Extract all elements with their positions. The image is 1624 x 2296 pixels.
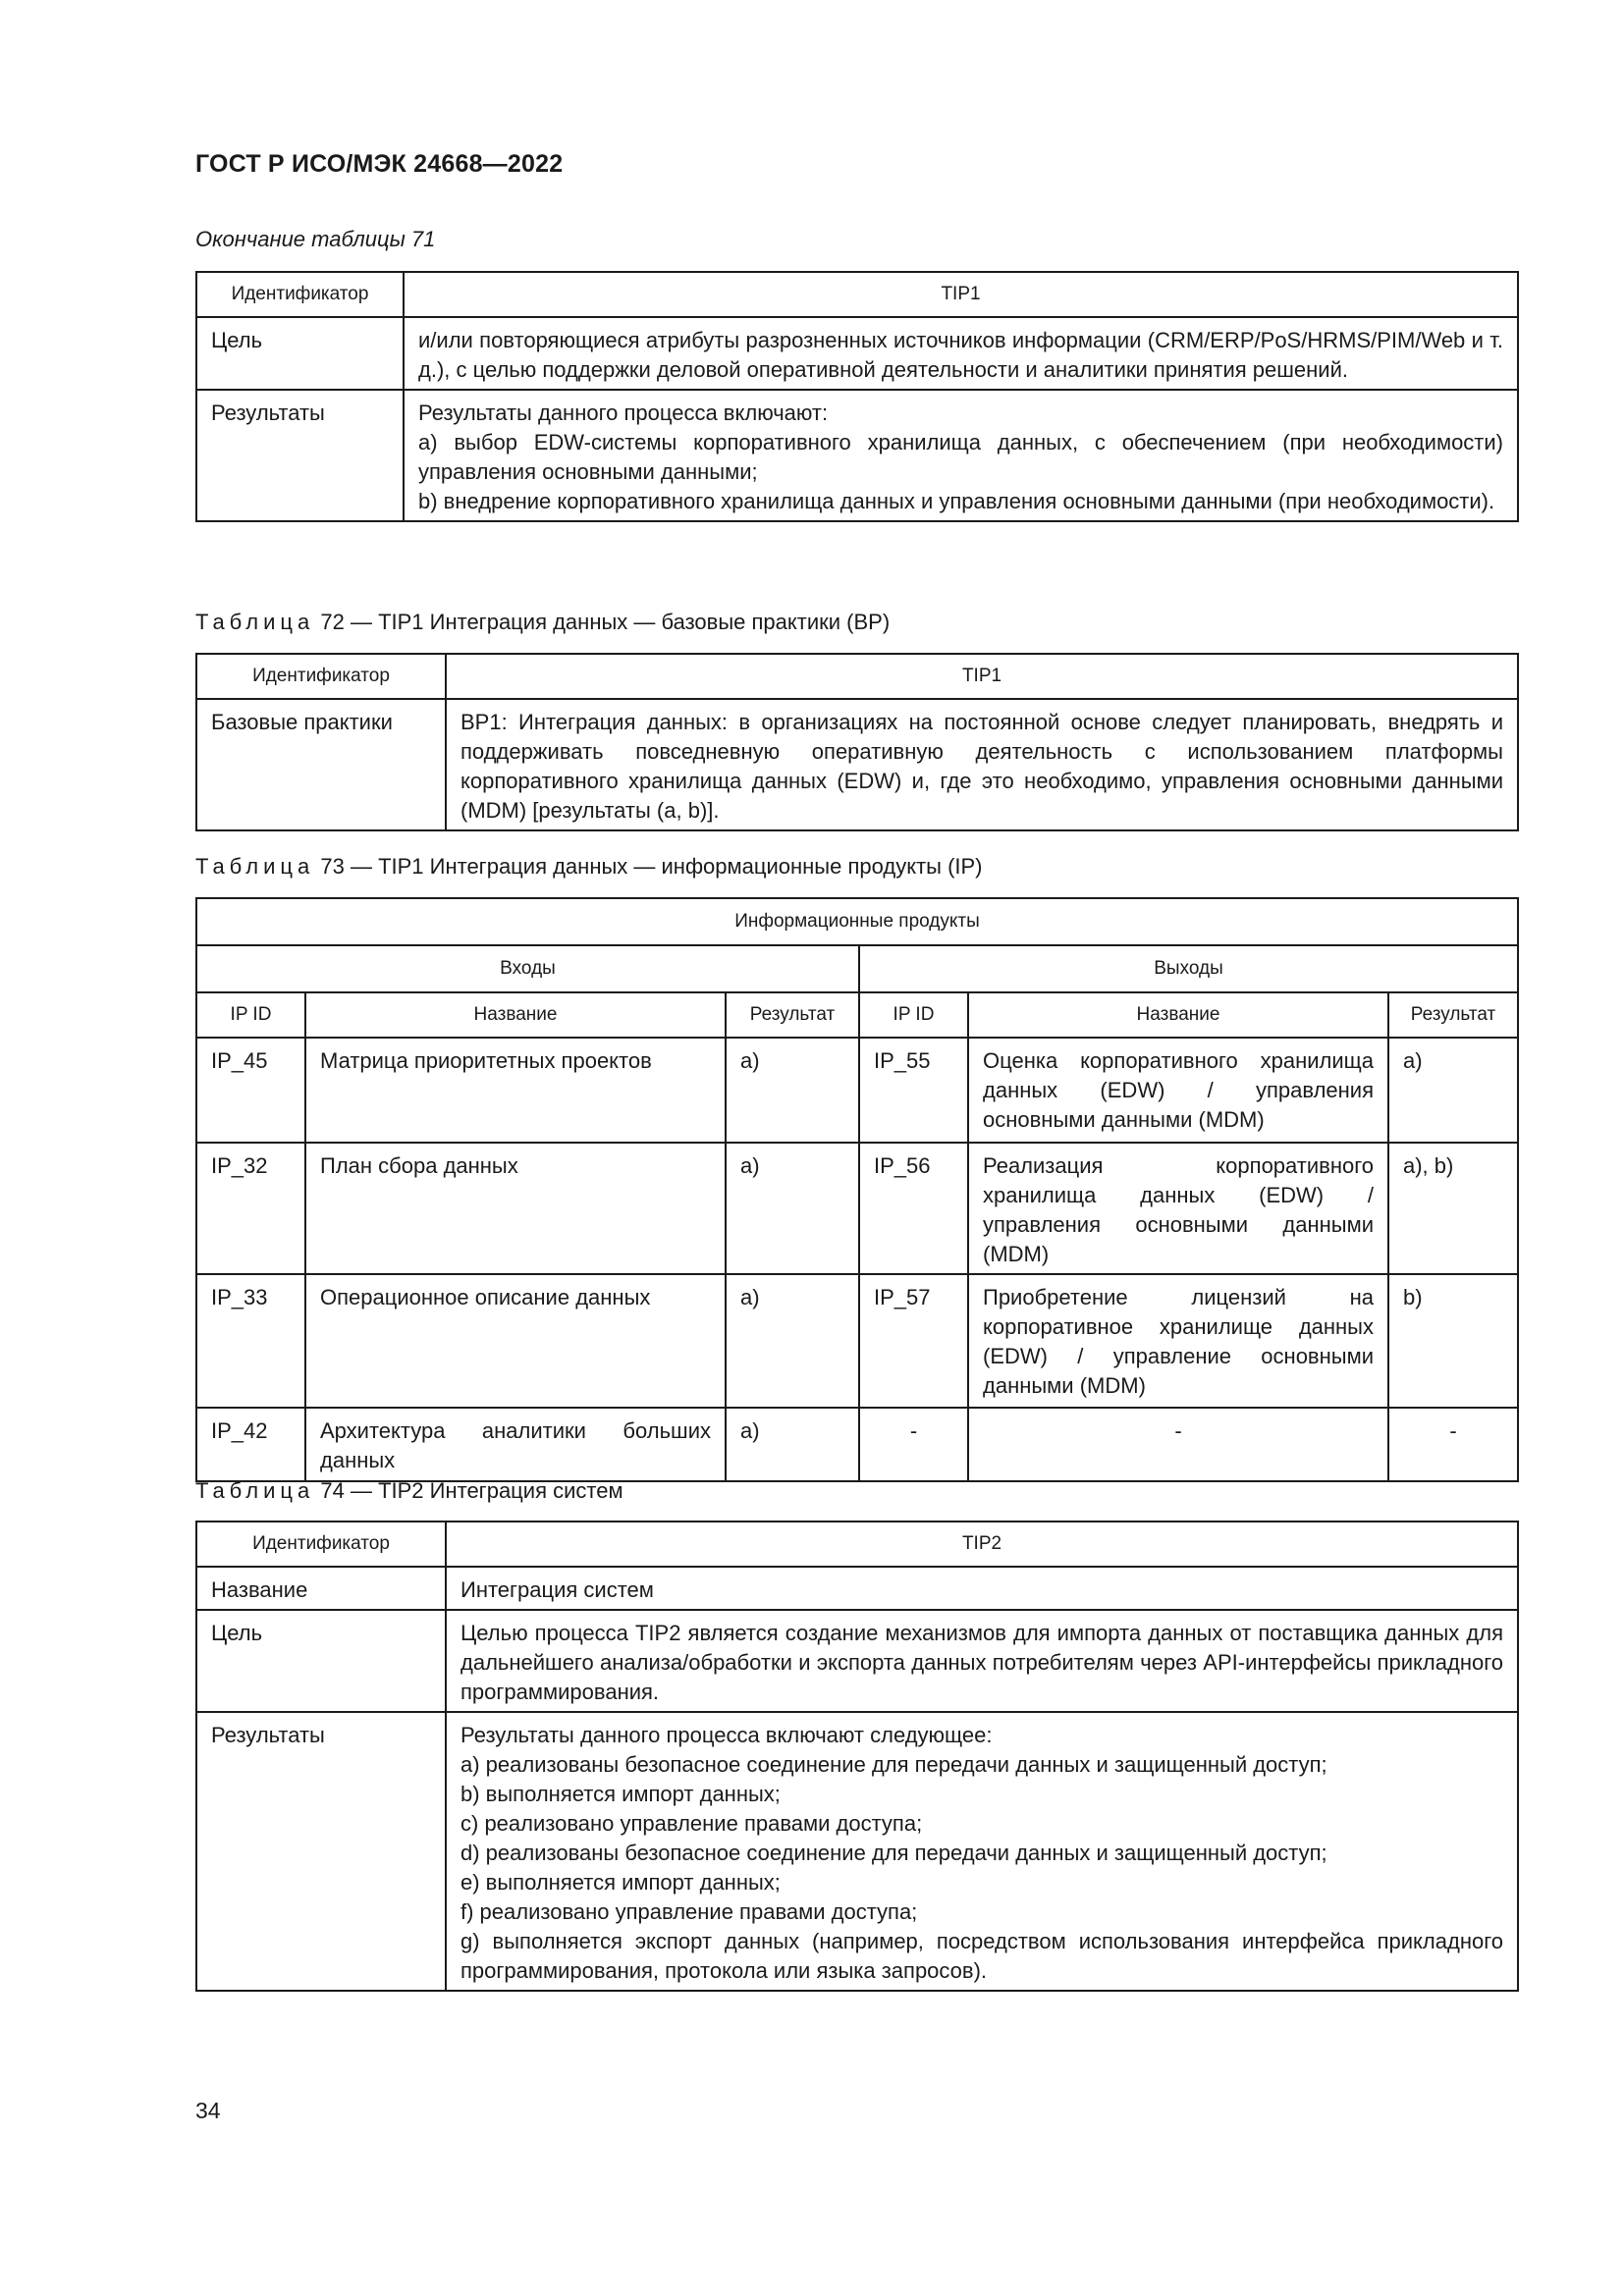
col-header-ip-id: IP ID [196, 992, 305, 1038]
cell-output-id: - [859, 1408, 968, 1481]
row-label: Результаты [196, 1712, 446, 1991]
table-73-caption [195, 854, 983, 880]
cell-input-id: IP_42 [196, 1408, 305, 1481]
cell-output-name: Оценка корпоративного хранилища данных (EDW) / управления основными данными (MDM) [968, 1038, 1388, 1143]
col-header-name: Название [968, 992, 1388, 1038]
table-row [196, 1038, 1518, 1143]
table-74 [195, 1521, 1519, 1992]
row-text: BP1: Интеграция данных: в организациях на постоянной основе следует планировать, внедрять и поддерживать повседневную оперативную деятельность с использованием платформы корпоративного хранилища данных (EDW) и, где это необходимо, управления основными данными (MDM) [результаты (a, b)]. [446, 699, 1518, 830]
cell-output-result: a) [1388, 1038, 1518, 1143]
text-line: и/или повторяющиеся атрибуты разрозненных источников информации (CRM/ERP/PoS/HRMS/PIM/Web и т. д.), с целью поддержки деловой оперативной деятельности и аналитики принятия решений. [418, 328, 1503, 382]
text-line: Целью процесса TIP2 является создание механизмов для импорта данных от поставщика данных для дальнейшего анализа/обработки и экспорта данных потребителям через API-интерфейсы прикладного программирования. [460, 1621, 1503, 1704]
text-line: e) выполняется импорт данных; [460, 1870, 781, 1895]
cell-input-result: a) [726, 1274, 859, 1408]
col-header-name: Название [305, 992, 726, 1038]
inputs-header: Входы [196, 945, 859, 992]
row-label: Цель [196, 1610, 446, 1712]
cell-output-result: - [1388, 1408, 1518, 1481]
text-line: f) реализовано управление правами доступа; [460, 1899, 918, 1924]
cell-input-id: IP_45 [196, 1038, 305, 1143]
table-row [196, 1274, 1518, 1408]
row-label: Результаты [196, 390, 404, 521]
table-73 [195, 897, 1519, 1482]
caption-text: 74 — TIP2 Интеграция систем [320, 1478, 623, 1503]
text-line: d) реализованы безопасное соединение для передачи данных и защищенный доступ; [460, 1841, 1327, 1865]
row-label: Цель [196, 317, 404, 390]
cell-output-id: IP_56 [859, 1143, 968, 1274]
col-header-result: Результат [726, 992, 859, 1038]
text-line: c) реализовано управление правами доступа; [460, 1811, 923, 1836]
table-row [196, 1712, 1518, 1991]
caption-word: Таблица [195, 854, 315, 879]
row-text [446, 1712, 1518, 1991]
cell-input-id: IP_33 [196, 1274, 305, 1408]
table-header-cell: Информационные продукты [196, 898, 1518, 945]
caption-word: Таблица [195, 610, 315, 634]
table-header-cell: Идентификатор [196, 654, 446, 699]
table-row [196, 1567, 1518, 1610]
outputs-header: Выходы [859, 945, 1518, 992]
cell-output-result: b) [1388, 1274, 1518, 1408]
table-71 [195, 271, 1519, 522]
table-header-cell: Идентификатор [196, 1522, 446, 1567]
table-row [196, 317, 1518, 390]
row-label: Базовые практики [196, 699, 446, 830]
text-line: b) выполняется импорт данных; [460, 1782, 781, 1806]
caption-word: Таблица [195, 1478, 315, 1503]
text-line: a) реализованы безопасное соединение для передачи данных и защищенный доступ; [460, 1752, 1327, 1777]
text-line: Результаты данного процесса включают: [418, 400, 829, 425]
table-row [196, 390, 1518, 521]
row-label: Название [196, 1567, 446, 1610]
table-header-cell: TIP2 [446, 1522, 1518, 1567]
text-line: a) выбор EDW-системы корпоративного хранилища данных, с обеспечением (при необходимости) управления основными данными; [418, 430, 1503, 484]
cell-output-name: Реализация корпоративного хранилища данных (EDW) / управления основными данными (MDM) [968, 1143, 1388, 1274]
cell-input-name: Операционное описание данных [305, 1274, 726, 1408]
row-text [446, 1610, 1518, 1712]
text-line: g) выполняется экспорт данных (например, посредством использования интерфейса прикладного программирования, протокола или языка запросов). [460, 1929, 1503, 1983]
table-row [196, 1610, 1518, 1712]
text-line: b) внедрение корпоративного хранилища данных и управления основными данными (при необходимости). [418, 489, 1495, 513]
cell-input-name: Архитектура аналитики больших данных [305, 1408, 726, 1481]
document-header: ГОСТ Р ИСО/МЭК 24668—2022 [195, 150, 564, 178]
table-72 [195, 653, 1519, 831]
page-number: 34 [195, 2098, 221, 2123]
cell-input-result: a) [726, 1038, 859, 1143]
cell-output-result: a), b) [1388, 1143, 1518, 1274]
cell-input-id: IP_32 [196, 1143, 305, 1274]
cell-input-name: Матрица приоритетных проектов [305, 1038, 726, 1143]
cell-input-result: a) [726, 1143, 859, 1274]
table-row [196, 699, 1518, 830]
row-text [404, 390, 1518, 521]
table-72-caption [195, 610, 890, 635]
col-header-result: Результат [1388, 992, 1518, 1038]
table-row [196, 1408, 1518, 1481]
table-74-caption [195, 1478, 623, 1504]
cell-output-name: Приобретение лицензий на корпоративное хранилище данных (EDW) / управление основными данными (MDM) [968, 1274, 1388, 1408]
table-header-cell: Идентификатор [196, 272, 404, 317]
table-header-cell: TIP1 [446, 654, 1518, 699]
row-text [446, 1567, 1518, 1610]
table-row [196, 1143, 1518, 1274]
cell-input-result: a) [726, 1408, 859, 1481]
text-line: Интеграция систем [460, 1577, 654, 1602]
caption-text: 73 — TIP1 Интеграция данных — информационные продукты (IP) [320, 854, 983, 879]
table-71-continuation-caption: Окончание таблицы 71 [195, 227, 436, 251]
cell-output-id: IP_55 [859, 1038, 968, 1143]
cell-output-id: IP_57 [859, 1274, 968, 1408]
caption-text: 72 — TIP1 Интеграция данных — базовые практики (BP) [320, 610, 891, 634]
table-header-cell: TIP1 [404, 272, 1518, 317]
cell-output-name: - [968, 1408, 1388, 1481]
cell-input-name: План сбора данных [305, 1143, 726, 1274]
text-line: Результаты данного процесса включают следующее: [460, 1723, 993, 1747]
row-text [404, 317, 1518, 390]
col-header-ip-id: IP ID [859, 992, 968, 1038]
